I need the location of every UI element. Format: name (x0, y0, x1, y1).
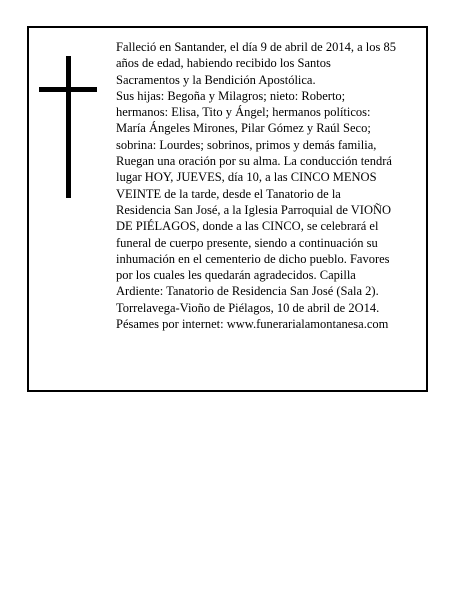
obituary-line: inhumación en el cementerio de dicho pueblo. Favores (116, 251, 390, 266)
obituary-line: sobrina: Lourdes; sobrinos, primos y demás familia, (116, 137, 377, 152)
obituary-line: funeral de cuerpo presente, siendo a continuación su (116, 235, 378, 250)
cross-horizontal-bar (39, 87, 97, 92)
obituary-line: Falleció en Santander, el día 9 de abril de 2014, a los 85 (116, 40, 396, 54)
obituary-line: Ardiente: Tanatorio de Residencia San José (Sala 2). (116, 284, 379, 299)
latin-cross-icon (39, 56, 97, 198)
obituary-line: DE PIÉLAGOS, donde a las CINCO, se celebrará el (116, 219, 379, 234)
obituary-text (116, 39, 436, 332)
obituary-notice (27, 26, 428, 392)
obituary-line: María Ángeles Mirones, Pilar Gómez y Raúl Seco; (116, 121, 371, 136)
obituary-line: Residencia San José, a la Iglesia Parroquial de VIOÑO (116, 202, 392, 217)
obituary-line: lugar HOY, JUEVES, día 10, a las CINCO MENOS (116, 170, 377, 185)
obituary-line: por los cuales les quedarán agradecidos. Capilla (116, 268, 356, 283)
obituary-line: hermanos: Elisa, Tito y Ángel; hermanos políticos: (116, 105, 371, 120)
obituary-line: VEINTE de la tarde, desde el Tanatorio de la (116, 186, 341, 201)
obituary-line: Pésames por internet: www.funerarialamontanesa.com (116, 317, 389, 332)
obituary-line: Torrelavega-Vioño de Piélagos, 10 de abril de 2O14. (116, 300, 380, 315)
cross-vertical-bar (66, 56, 71, 198)
obituary-line: Sus hijas: Begoña y Milagros; nieto: Roberto; (116, 88, 346, 103)
obituary-line: Sacramentos y la Bendición Apostólica. (116, 72, 316, 87)
obituary-line: años de edad, habiendo recibido los Santos (116, 56, 331, 71)
obituary-line: Ruegan una oración por su alma. La conducción tendrá (116, 154, 392, 169)
